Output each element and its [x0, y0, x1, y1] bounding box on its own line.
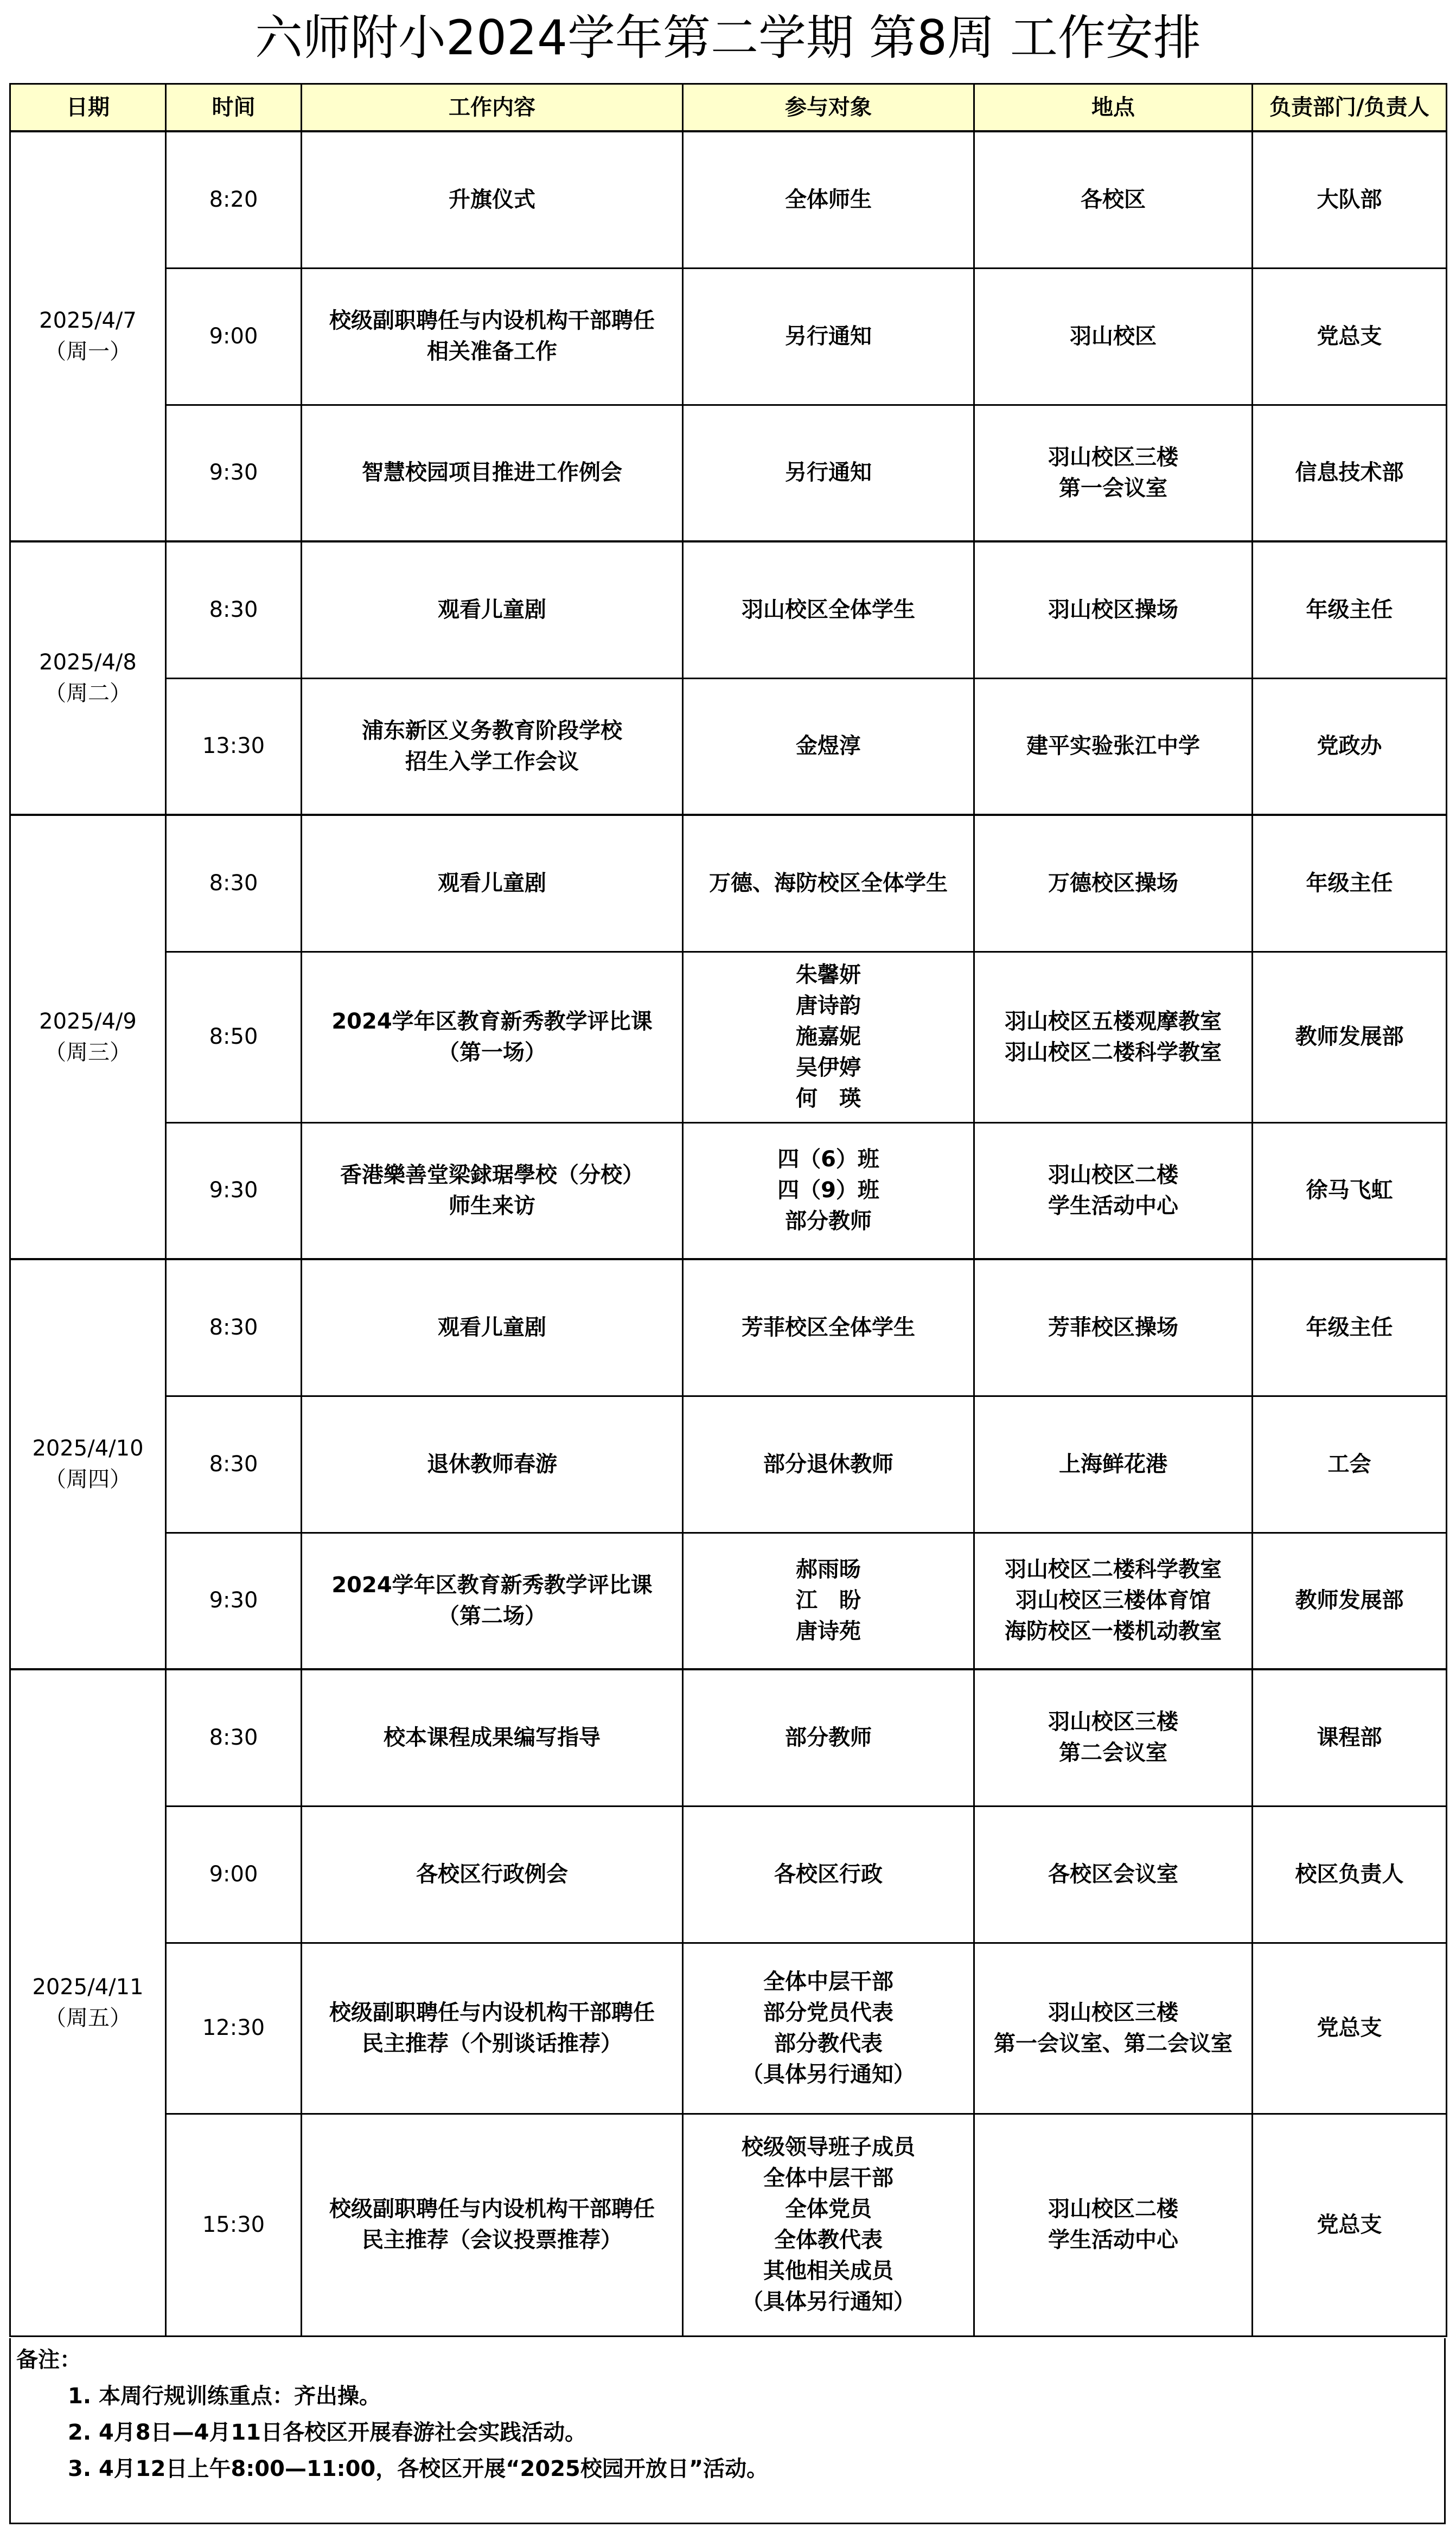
dept-cell — [1253, 2114, 1447, 2336]
table-row — [10, 541, 1447, 678]
target-cell — [683, 1806, 974, 1943]
place-cell — [974, 131, 1253, 268]
dept-cell — [1253, 1669, 1447, 1806]
date-cell-line: 2025/4/8 — [39, 650, 137, 675]
target-cell-line: （具体另行通知） — [742, 2061, 915, 2087]
dept-cell — [1253, 1122, 1447, 1259]
content-cell-line: 2024学年区教育新秀教学评比课 — [331, 1572, 653, 1598]
table-row — [10, 131, 1447, 268]
content-cell-line: 观看儿童剧 — [438, 597, 546, 622]
content-cell-line: 师生来访 — [449, 1193, 535, 1218]
target-cell-line: 四（6）班 — [777, 1147, 879, 1172]
place-cell-line: 上海鲜花港 — [1059, 1451, 1167, 1477]
content-cell-line: 2024学年区教育新秀教学评比课 — [331, 1009, 653, 1034]
target-cell-line: 何 瑛 — [796, 1086, 861, 1111]
place-cell — [974, 815, 1253, 952]
content-cell-line: （第一场） — [438, 1039, 546, 1065]
content-cell — [302, 1806, 683, 1943]
page-title: 六师附小2024学年第二学期 第8周 工作安排 — [255, 10, 1201, 66]
place-cell — [974, 1533, 1253, 1669]
table-row — [10, 952, 1447, 1122]
target-cell — [683, 952, 974, 1122]
dept-cell-line: 教师发展部 — [1295, 1588, 1404, 1613]
content-cell-line: 浦东新区义务教育阶段学校 — [362, 718, 622, 743]
content-cell-line: 招生入学工作会议 — [405, 749, 579, 774]
time-cell: 9:30 — [166, 405, 302, 541]
dept-cell-line: 年级主任 — [1306, 1314, 1393, 1340]
target-cell-line: 各校区行政 — [774, 1861, 883, 1887]
dept-cell-line: 党总支 — [1317, 2015, 1382, 2040]
header-target: 参与对象 — [683, 84, 974, 132]
dept-cell — [1253, 1533, 1447, 1669]
content-cell — [302, 952, 683, 1122]
table-row — [10, 2114, 1447, 2336]
date-cell — [10, 541, 166, 815]
header-content: 工作内容 — [302, 84, 683, 132]
table-row — [10, 1806, 1447, 1943]
content-cell-line: 校级副职聘任与内设机构干部聘任 — [329, 308, 655, 333]
place-cell — [974, 405, 1253, 541]
date-cell-line: （周四） — [44, 1467, 131, 1492]
dept-cell-line: 年级主任 — [1306, 870, 1393, 896]
time-cell: 8:30 — [166, 815, 302, 952]
place-cell-line: 羽山校区二楼 — [1048, 1162, 1178, 1188]
content-cell — [302, 1122, 683, 1259]
dept-cell — [1253, 952, 1447, 1122]
header-row — [10, 84, 1447, 132]
content-cell-line: 相关准备工作 — [427, 339, 557, 364]
target-cell-line: 部分教代表 — [774, 2031, 883, 2056]
place-cell — [974, 678, 1253, 815]
table-row — [10, 405, 1447, 541]
dept-cell-line: 教师发展部 — [1295, 1024, 1404, 1049]
place-cell-line: 羽山校区二楼科学教室 — [1005, 1039, 1222, 1065]
target-cell-line: 全体党员 — [785, 2197, 872, 2222]
content-cell — [302, 1943, 683, 2114]
dept-cell — [1253, 1396, 1447, 1533]
target-cell-line: 全体中层干部 — [763, 1969, 893, 1994]
time-cell: 8:30 — [166, 1259, 302, 1396]
header-time: 时间 — [166, 84, 302, 132]
place-cell — [974, 1122, 1253, 1259]
header-date: 日期 — [10, 84, 166, 132]
target-cell-line: 其他相关成员 — [763, 2258, 893, 2283]
target-cell-line: 部分教师 — [785, 1209, 872, 1234]
place-cell-line: 第二会议室 — [1059, 1740, 1167, 1766]
content-cell-line: 各校区行政例会 — [416, 1861, 568, 1887]
content-cell-line: 香港樂善堂梁銶琚學校（分校） — [340, 1162, 644, 1188]
table-row — [10, 1943, 1447, 2114]
table-row — [10, 1396, 1447, 1533]
place-cell-line: 学生活动中心 — [1048, 1193, 1178, 1218]
target-cell-line: 全体中层干部 — [763, 2166, 893, 2191]
content-cell — [302, 1259, 683, 1396]
place-cell-line: 羽山校区 — [1070, 323, 1157, 349]
notes-heading: 备注： — [16, 2347, 81, 2372]
target-cell-line: 四（9）班 — [777, 1178, 879, 1203]
target-cell-line: 施嘉妮 — [796, 1024, 861, 1049]
time-cell: 13:30 — [166, 678, 302, 815]
target-cell-line: 全体师生 — [785, 187, 872, 212]
place-cell-line: 羽山校区三楼 — [1048, 2000, 1178, 2025]
table-row — [10, 268, 1447, 405]
table-row — [10, 678, 1447, 815]
target-cell — [683, 815, 974, 952]
time-cell: 8:20 — [166, 131, 302, 268]
dept-cell-line: 徐马飞虹 — [1306, 1178, 1393, 1203]
table-row — [10, 1533, 1447, 1669]
place-cell — [974, 541, 1253, 678]
schedule-table — [9, 83, 1447, 2337]
target-cell-line: 校级领导班子成员 — [742, 2135, 915, 2160]
place-cell — [974, 952, 1253, 1122]
target-cell-line: 芳菲校区全体学生 — [742, 1314, 915, 1340]
target-cell — [683, 541, 974, 678]
content-cell — [302, 2114, 683, 2336]
target-cell-line: 部分党员代表 — [763, 2000, 893, 2025]
dept-cell — [1253, 1806, 1447, 1943]
place-cell — [974, 1396, 1253, 1533]
date-cell — [10, 131, 166, 541]
target-cell — [683, 405, 974, 541]
time-cell: 8:30 — [166, 1396, 302, 1533]
content-cell — [302, 541, 683, 678]
content-cell-line: 退休教师春游 — [427, 1451, 557, 1477]
date-cell-line: （周二） — [44, 681, 131, 706]
place-cell-line: 第一会议室、第二会议室 — [994, 2031, 1233, 2056]
note-item: 1. 本周行规训练重点：齐出操。 — [68, 2384, 381, 2409]
note-item: 3. 4月12日上午8:00—11:00，各校区开展“2025校园开放日”活动。 — [68, 2456, 769, 2481]
place-cell-line: 羽山校区二楼 — [1048, 2197, 1178, 2222]
target-cell — [683, 2114, 974, 2336]
target-cell-line: 唐诗苑 — [796, 1619, 861, 1644]
date-cell-line: 2025/4/11 — [32, 1974, 144, 2000]
dept-cell — [1253, 678, 1447, 815]
content-cell-line: 校级副职聘任与内设机构干部聘任 — [329, 2197, 655, 2222]
content-cell-line: 民主推荐（会议投票推荐） — [362, 2227, 622, 2252]
date-cell-line: （周三） — [44, 1039, 131, 1065]
target-cell — [683, 1669, 974, 1806]
place-cell-line: 羽山校区三楼体育馆 — [1016, 1588, 1211, 1613]
dept-cell-line: 年级主任 — [1306, 597, 1393, 622]
place-cell-line: 芳菲校区操场 — [1048, 1314, 1178, 1340]
target-cell-line: 万德、海防校区全体学生 — [709, 870, 948, 896]
dept-cell-line: 党政办 — [1317, 733, 1382, 759]
place-cell-line: 万德校区操场 — [1048, 870, 1178, 896]
place-cell — [974, 1806, 1253, 1943]
target-cell-line: 朱馨妍 — [796, 962, 861, 987]
dept-cell — [1253, 1259, 1447, 1396]
dept-cell — [1253, 405, 1447, 541]
time-cell: 12:30 — [166, 1943, 302, 2114]
target-cell-line: 部分教师 — [785, 1725, 872, 1750]
place-cell-line: 羽山校区五楼观摩教室 — [1005, 1009, 1222, 1034]
schedule-body — [10, 131, 1447, 2336]
target-cell-line: 另行通知 — [785, 323, 872, 349]
content-cell-line: 升旗仪式 — [449, 187, 535, 212]
dept-cell-line: 信息技术部 — [1295, 460, 1404, 486]
dept-cell — [1253, 815, 1447, 952]
target-cell — [683, 1943, 974, 2114]
target-cell-line: 全体教代表 — [774, 2227, 883, 2252]
target-cell — [683, 1533, 974, 1669]
target-cell-line: 另行通知 — [785, 460, 872, 486]
content-cell-line: 校级副职聘任与内设机构干部聘任 — [329, 2000, 655, 2025]
target-cell-line: 部分退休教师 — [763, 1451, 893, 1477]
content-cell-line: （第二场） — [438, 1603, 546, 1629]
target-cell-line: 羽山校区全体学生 — [742, 597, 915, 622]
header-place: 地点 — [974, 84, 1253, 132]
time-cell: 9:30 — [166, 1533, 302, 1669]
place-cell-line: 建平实验张江中学 — [1026, 733, 1200, 759]
date-cell-line: （周一） — [44, 339, 131, 364]
dept-cell-line: 大队部 — [1317, 187, 1382, 212]
target-cell — [683, 678, 974, 815]
date-cell — [10, 815, 166, 1259]
dept-cell-line: 校区负责人 — [1295, 1861, 1404, 1887]
date-cell-line: 2025/4/7 — [39, 308, 137, 333]
dept-cell — [1253, 541, 1447, 678]
place-cell — [974, 1669, 1253, 1806]
date-cell-line: （周五） — [44, 2005, 131, 2031]
time-cell: 9:00 — [166, 1806, 302, 1943]
date-cell-line: 2025/4/10 — [32, 1436, 144, 1461]
target-cell — [683, 1122, 974, 1259]
place-cell-line: 羽山校区操场 — [1048, 597, 1178, 622]
dept-cell — [1253, 131, 1447, 268]
target-cell-line: （具体另行通知） — [742, 2289, 915, 2314]
target-cell — [683, 1259, 974, 1396]
place-cell — [974, 1259, 1253, 1396]
place-cell — [974, 1943, 1253, 2114]
date-cell — [10, 1669, 166, 2336]
dept-cell-line: 工会 — [1327, 1451, 1371, 1477]
notes-section — [9, 2338, 1446, 2524]
content-cell — [302, 1669, 683, 1806]
content-cell — [302, 815, 683, 952]
content-cell — [302, 1533, 683, 1669]
header-dept: 负责部门/负责人 — [1253, 84, 1447, 132]
place-cell-line: 学生活动中心 — [1048, 2227, 1178, 2252]
target-cell — [683, 268, 974, 405]
table-row — [10, 1669, 1447, 1806]
content-cell — [302, 268, 683, 405]
time-cell: 9:00 — [166, 268, 302, 405]
content-cell-line: 智慧校园项目推进工作例会 — [362, 460, 622, 486]
content-cell-line: 观看儿童剧 — [438, 1314, 546, 1340]
place-cell-line: 羽山校区三楼 — [1048, 444, 1178, 470]
dept-cell-line: 党总支 — [1317, 323, 1382, 349]
place-cell — [974, 268, 1253, 405]
table-row — [10, 1259, 1447, 1396]
dept-cell-line: 党总支 — [1317, 2212, 1382, 2237]
dept-cell — [1253, 1943, 1447, 2114]
place-cell-line: 海防校区一楼机动教室 — [1005, 1619, 1222, 1644]
note-item: 2. 4月8日—4月11日各校区开展春游社会实践活动。 — [68, 2420, 587, 2445]
content-cell-line: 校本课程成果编写指导 — [384, 1725, 601, 1750]
place-cell-line: 羽山校区三楼 — [1048, 1709, 1178, 1735]
place-cell — [974, 2114, 1253, 2336]
content-cell-line: 观看儿童剧 — [438, 870, 546, 896]
target-cell — [683, 131, 974, 268]
place-cell-line: 各校区 — [1081, 187, 1146, 212]
time-cell: 8:30 — [166, 1669, 302, 1806]
target-cell-line: 唐诗韵 — [796, 993, 861, 1018]
place-cell-line: 各校区会议室 — [1048, 1861, 1178, 1887]
date-cell — [10, 1259, 166, 1669]
place-cell-line: 第一会议室 — [1059, 475, 1167, 501]
table-row — [10, 815, 1447, 952]
target-cell-line: 郝雨旸 — [796, 1557, 861, 1582]
content-cell — [302, 131, 683, 268]
content-cell-line: 民主推荐（个别谈话推荐） — [362, 2031, 622, 2056]
table-row — [10, 1122, 1447, 1259]
time-cell: 9:30 — [166, 1122, 302, 1259]
time-cell: 8:30 — [166, 541, 302, 678]
target-cell-line: 江 盼 — [796, 1588, 861, 1613]
dept-cell — [1253, 268, 1447, 405]
time-cell: 8:50 — [166, 952, 302, 1122]
target-cell-line: 金煜淳 — [796, 733, 861, 759]
content-cell — [302, 678, 683, 815]
dept-cell-line: 课程部 — [1317, 1725, 1382, 1750]
date-cell-line: 2025/4/9 — [39, 1009, 137, 1034]
time-cell: 15:30 — [166, 2114, 302, 2336]
target-cell-line: 吴伊婷 — [796, 1055, 861, 1080]
place-cell-line: 羽山校区二楼科学教室 — [1005, 1557, 1222, 1582]
content-cell — [302, 405, 683, 541]
target-cell — [683, 1396, 974, 1533]
content-cell — [302, 1396, 683, 1533]
